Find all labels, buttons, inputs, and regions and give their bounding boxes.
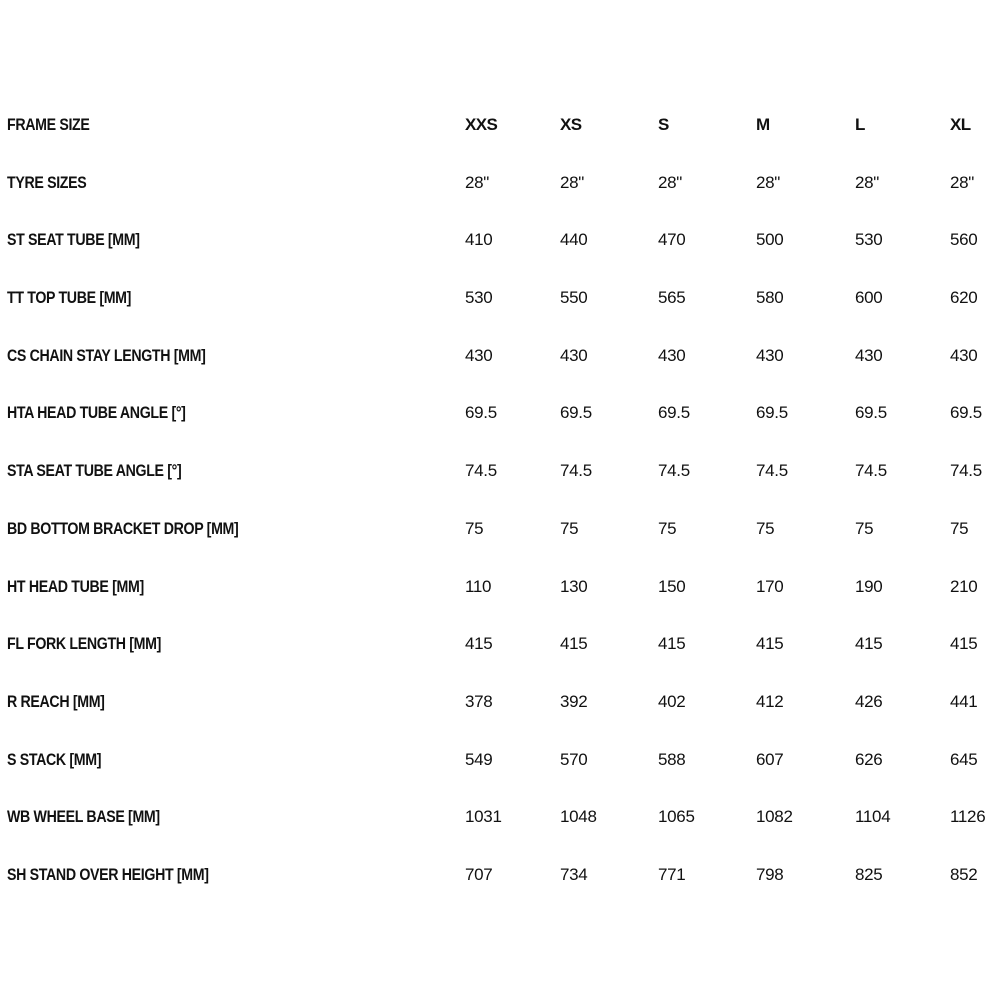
table-cell: 69.5 bbox=[658, 403, 690, 423]
table-cell: 28" bbox=[855, 172, 880, 192]
table-cell: 415 bbox=[756, 634, 784, 654]
table-cell: 440 bbox=[560, 230, 588, 250]
table-cell: 560 bbox=[950, 230, 978, 250]
table-cell: 1031 bbox=[465, 807, 502, 827]
table-cell: 170 bbox=[756, 576, 784, 596]
table-cell: 645 bbox=[950, 749, 978, 769]
table-cell: 500 bbox=[756, 230, 784, 250]
row-label: HTA HEAD TUBE ANGLE [°] bbox=[7, 404, 186, 423]
table-cell: 28" bbox=[465, 172, 490, 192]
table-cell: 607 bbox=[756, 749, 784, 769]
table-cell: 150 bbox=[658, 576, 686, 596]
table-cell: 402 bbox=[658, 691, 686, 711]
table-cell: 707 bbox=[465, 864, 493, 884]
table-row bbox=[0, 673, 1000, 731]
table-cell: 430 bbox=[756, 345, 784, 365]
table-cell: 415 bbox=[855, 634, 883, 654]
table-cell: 69.5 bbox=[560, 403, 592, 423]
table-row bbox=[0, 211, 1000, 269]
table-cell: 1082 bbox=[756, 807, 793, 827]
row-label: TYRE SIZES bbox=[7, 173, 87, 192]
table-cell: 626 bbox=[855, 749, 883, 769]
table-cell: 75 bbox=[855, 518, 874, 538]
row-label: R REACH [MM] bbox=[7, 692, 105, 711]
table-row bbox=[0, 615, 1000, 673]
table-cell: 28" bbox=[756, 172, 781, 192]
table-cell: 410 bbox=[465, 230, 493, 250]
size-header: XXS bbox=[465, 115, 498, 134]
table-cell: 75 bbox=[658, 518, 677, 538]
table-cell: 74.5 bbox=[560, 461, 592, 481]
row-label: S STACK [MM] bbox=[7, 750, 102, 769]
table-row bbox=[0, 846, 1000, 904]
row-label: SH STAND OVER HEIGHT [MM] bbox=[7, 865, 209, 884]
row-label: BD BOTTOM BRACKET DROP [MM] bbox=[7, 519, 239, 538]
table-cell: 1048 bbox=[560, 807, 597, 827]
table-cell: 69.5 bbox=[465, 403, 497, 423]
table-cell: 392 bbox=[560, 691, 588, 711]
table-header-row bbox=[0, 96, 1000, 154]
table-body bbox=[0, 154, 1000, 904]
table-row bbox=[0, 788, 1000, 846]
table-cell: 441 bbox=[950, 691, 978, 711]
table-row bbox=[0, 269, 1000, 327]
table-cell: 570 bbox=[560, 749, 588, 769]
header-label: FRAME SIZE bbox=[7, 116, 90, 134]
table-cell: 415 bbox=[658, 634, 686, 654]
table-row bbox=[0, 558, 1000, 616]
size-header: XL bbox=[950, 115, 971, 134]
table-cell: 412 bbox=[756, 691, 784, 711]
table-row bbox=[0, 384, 1000, 442]
table-cell: 69.5 bbox=[855, 403, 887, 423]
table-cell: 734 bbox=[560, 864, 588, 884]
table-cell: 430 bbox=[950, 345, 978, 365]
table-cell: 430 bbox=[658, 345, 686, 365]
table-cell: 74.5 bbox=[855, 461, 887, 481]
table-cell: 426 bbox=[855, 691, 883, 711]
row-label: STA SEAT TUBE ANGLE [°] bbox=[7, 462, 182, 481]
row-label: HT HEAD TUBE [MM] bbox=[7, 577, 144, 596]
table-cell: 430 bbox=[560, 345, 588, 365]
table-cell: 530 bbox=[855, 230, 883, 250]
table-cell: 415 bbox=[465, 634, 493, 654]
table-row bbox=[0, 154, 1000, 212]
table-cell: 210 bbox=[950, 576, 978, 596]
row-label: CS CHAIN STAY LENGTH [MM] bbox=[7, 346, 206, 365]
table-cell: 69.5 bbox=[950, 403, 982, 423]
table-cell: 530 bbox=[465, 288, 493, 308]
table-cell: 75 bbox=[950, 518, 969, 538]
table-cell: 74.5 bbox=[658, 461, 690, 481]
table-cell: 580 bbox=[756, 288, 784, 308]
table-cell: 550 bbox=[560, 288, 588, 308]
table-cell: 430 bbox=[465, 345, 493, 365]
table-cell: 110 bbox=[465, 576, 492, 596]
table-cell: 620 bbox=[950, 288, 978, 308]
table-cell: 600 bbox=[855, 288, 883, 308]
table-cell: 470 bbox=[658, 230, 686, 250]
table-row bbox=[0, 327, 1000, 385]
table-cell: 378 bbox=[465, 691, 493, 711]
table-cell: 130 bbox=[560, 576, 588, 596]
table-row bbox=[0, 442, 1000, 500]
table-cell: 825 bbox=[855, 864, 883, 884]
size-header: M bbox=[756, 115, 770, 134]
table-cell: 74.5 bbox=[756, 461, 788, 481]
table-cell: 74.5 bbox=[465, 461, 497, 481]
table-cell: 771 bbox=[658, 864, 686, 884]
table-cell: 415 bbox=[560, 634, 588, 654]
geometry-table bbox=[0, 96, 1000, 904]
table-cell: 69.5 bbox=[756, 403, 788, 423]
table-cell: 75 bbox=[465, 518, 484, 538]
table-cell: 852 bbox=[950, 864, 978, 884]
size-header: S bbox=[658, 115, 669, 134]
table-cell: 75 bbox=[756, 518, 775, 538]
table-cell: 1065 bbox=[658, 807, 695, 827]
table-cell: 74.5 bbox=[950, 461, 982, 481]
row-label: WB WHEEL BASE [MM] bbox=[7, 808, 160, 827]
table-cell: 1126 bbox=[950, 807, 986, 827]
size-header: XS bbox=[560, 115, 582, 134]
table-cell: 28" bbox=[658, 172, 683, 192]
table-cell: 28" bbox=[560, 172, 585, 192]
table-cell: 28" bbox=[950, 172, 975, 192]
table-cell: 75 bbox=[560, 518, 579, 538]
table-cell: 430 bbox=[855, 345, 883, 365]
table-cell: 565 bbox=[658, 288, 686, 308]
table-cell: 1104 bbox=[855, 807, 891, 827]
table-cell: 549 bbox=[465, 749, 493, 769]
row-label: FL FORK LENGTH [MM] bbox=[7, 635, 162, 654]
row-label: TT TOP TUBE [MM] bbox=[7, 289, 132, 308]
table-cell: 415 bbox=[950, 634, 978, 654]
table-row bbox=[0, 731, 1000, 789]
size-header: L bbox=[855, 115, 865, 134]
table-cell: 798 bbox=[756, 864, 784, 884]
table-cell: 190 bbox=[855, 576, 883, 596]
table-row bbox=[0, 500, 1000, 558]
row-label: ST SEAT TUBE [MM] bbox=[7, 231, 140, 250]
table-cell: 588 bbox=[658, 749, 686, 769]
